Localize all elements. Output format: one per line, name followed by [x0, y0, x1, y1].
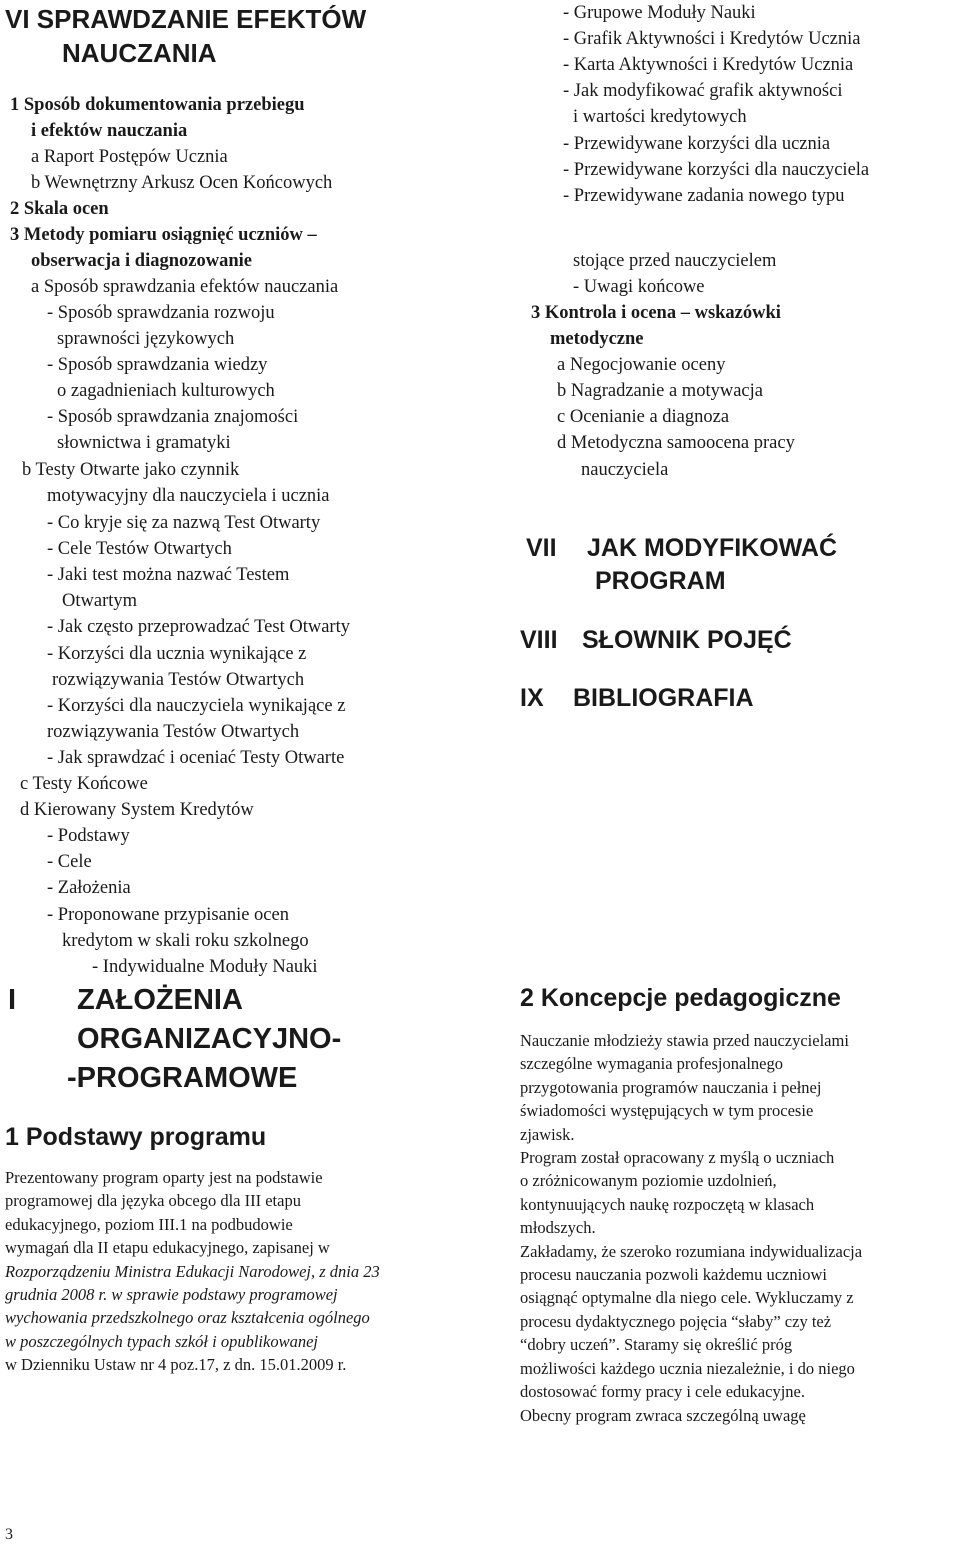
toc-item: - Uwagi końcowe: [573, 277, 705, 297]
paragraph-line: grudnia 2008 r. w sprawie podstawy programowej: [5, 1285, 338, 1305]
heading-i-line1: ZAŁOŻENIA: [77, 984, 243, 1016]
heading-vi-line1: VI SPRAWDZANIE EFEKTÓW: [5, 4, 367, 34]
paragraph-line: procesu dydaktycznego pojęcia “słaby” czy też: [520, 1311, 832, 1331]
paragraph-line: świadomości występujących w tym procesie: [520, 1101, 814, 1121]
toc-item: - Grafik Aktywności i Kredytów Ucznia: [563, 29, 861, 49]
section-2-paragraph: [520, 1029, 960, 1427]
toc-item: - Sposób sprawdzania wiedzy: [47, 355, 268, 375]
toc-item: a Raport Postępów Ucznia: [31, 147, 228, 167]
heading-viii-number: VIII: [520, 626, 558, 654]
toc-item: - Cele Testów Otwartych: [47, 539, 232, 559]
paragraph-line: Rozporządzeniu Ministra Edukacji Narodowej, z dnia 23: [5, 1261, 380, 1281]
heading-vii-line2: PROGRAM: [595, 567, 726, 595]
paragraph-line: przygotowania programów nauczania i pełnej: [520, 1077, 822, 1097]
paragraph-line: zjawisk.: [520, 1124, 575, 1144]
toc-item: i efektów nauczania: [31, 121, 188, 141]
paragraph-line: programowej dla języka obcego dla III etapu: [5, 1191, 301, 1211]
paragraph-line: edukacyjnego, poziom III.1 na podbudowie: [5, 1214, 293, 1234]
paragraph-line: młodszych.: [520, 1218, 596, 1238]
toc-item: metodyczne: [550, 329, 644, 349]
toc-item: - Jak modyfikować grafik aktywności: [563, 81, 843, 101]
paragraph-line: wymagań dla II etapu edukacyjnego, zapisanej w: [5, 1238, 330, 1258]
toc-item: o zagadnieniach kulturowych: [57, 381, 275, 401]
paragraph-line: Obecny program zwraca szczególną uwagę: [520, 1405, 806, 1425]
toc-item: a Sposób sprawdzania efektów nauczania: [31, 277, 339, 297]
toc-item: nauczyciela: [581, 460, 669, 480]
toc-item: i wartości kredytowych: [573, 107, 747, 127]
paragraph-line: osiągnąć optymalne dla niego cele. Wykluczamy z: [520, 1288, 854, 1308]
toc-item: - Indywidualne Moduły Nauki: [92, 957, 318, 977]
toc-item: c Testy Końcowe: [20, 774, 148, 794]
paragraph-line: o zróżnicowanym poziomie uzdolnień,: [520, 1171, 777, 1191]
toc-item: stojące przed nauczycielem: [573, 251, 777, 271]
toc-item: 1 Sposób dokumentowania przebiegu: [10, 95, 305, 115]
section-1-title: 1 Podstawy programu: [5, 1123, 267, 1151]
toc-item: - Jak często przeprowadzać Test Otwarty: [47, 617, 350, 637]
paragraph-line: wychowania przedszkolnego oraz kształcenia ogólnego: [5, 1308, 370, 1328]
toc-item: - Założenia: [47, 878, 131, 898]
page-number: 3: [5, 1526, 13, 1543]
toc-item: - Przewidywane korzyści dla ucznia: [563, 134, 831, 154]
paragraph-line: Nauczanie młodzieży stawia przed nauczycielami: [520, 1031, 849, 1050]
heading-ix-text: BIBLIOGRAFIA: [573, 684, 754, 712]
heading-vi-line2: NAUCZANIA: [62, 38, 217, 68]
toc-item: b Nagradzanie a motywacja: [557, 381, 763, 401]
toc-item: sprawności językowych: [57, 329, 235, 349]
toc-item: 2 Skala ocen: [10, 199, 109, 219]
heading-vii-line1: JAK MODYFIKOWAĆ: [587, 534, 837, 562]
toc-item: - Korzyści dla ucznia wynikające z: [47, 644, 307, 664]
toc-item: - Jak sprawdzać i oceniać Testy Otwarte: [47, 748, 345, 768]
paragraph-line: procesu nauczania pozwoli każdemu uczniowi: [520, 1265, 827, 1285]
toc-item: - Proponowane przypisanie ocen: [47, 905, 289, 925]
heading-i-line2: ORGANIZACYJNO-: [77, 1023, 342, 1055]
toc-item: kredytom w skali roku szkolnego: [62, 931, 309, 951]
toc-item: rozwiązywania Testów Otwartych: [52, 670, 305, 690]
paragraph-line: Zakładamy, że szeroko rozumiana indywidualizacja: [520, 1241, 863, 1261]
paragraph-line: Prezentowany program oparty jest na podstawie: [5, 1168, 323, 1187]
paragraph-line: kontynuujących naukę rozpoczętą w klasach: [520, 1194, 815, 1214]
toc-item: - Grupowe Moduły Nauki: [563, 3, 756, 23]
toc-item: Otwartym: [62, 591, 138, 611]
toc-item: 3 Metody pomiaru osiągnięć uczniów –: [10, 225, 317, 245]
toc-item: - Co kryje się za nazwą Test Otwarty: [47, 513, 321, 533]
toc-item: słownictwa i gramatyki: [57, 433, 231, 453]
heading-ix-number: IX: [520, 684, 544, 712]
toc-item: - Karta Aktywności i Kredytów Ucznia: [563, 55, 854, 75]
toc-item: - Sposób sprawdzania znajomości: [47, 407, 299, 427]
toc-item: b Testy Otwarte jako czynnik: [22, 460, 240, 480]
toc-item: - Sposób sprawdzania rozwoju: [47, 303, 275, 323]
toc-item: rozwiązywania Testów Otwartych: [47, 722, 300, 742]
toc-item: - Cele: [47, 852, 92, 872]
toc-item: motywacyjny dla nauczyciela i ucznia: [47, 486, 330, 506]
heading-i-line3: -PROGRAMOWE: [67, 1062, 298, 1094]
paragraph-line: w Dzienniku Ustaw nr 4 poz.17, z dn. 15.01.2009 r.: [5, 1355, 347, 1375]
toc-item: - Przewidywane zadania nowego typu: [563, 186, 845, 206]
toc-item: obserwacja i diagnozowanie: [31, 251, 252, 271]
toc-item: c Ocenianie a diagnoza: [557, 407, 730, 427]
toc-item: - Przewidywane korzyści dla nauczyciela: [563, 160, 870, 180]
paragraph-line: w poszczególnych typach szkół i opublikowanej: [5, 1331, 318, 1351]
toc-item: - Jaki test można nazwać Testem: [47, 565, 290, 585]
toc-item: 3 Kontrola i ocena – wskazówki: [531, 303, 781, 323]
heading-vii-number: VII: [526, 534, 557, 562]
paragraph-line: dostosować formy pracy i cele edukacyjne.: [520, 1382, 805, 1402]
toc-item: - Podstawy: [47, 826, 130, 846]
toc-item: d Metodyczna samoocena pracy: [557, 433, 795, 453]
paragraph-line: szczególne wymagania profesjonalnego: [520, 1054, 783, 1074]
paragraph-line: Program został opracowany z myślą o uczniach: [520, 1148, 835, 1168]
toc-item: - Korzyści dla nauczyciela wynikające z: [47, 696, 346, 716]
toc-item: d Kierowany System Kredytów: [20, 800, 254, 820]
paragraph-line: możliwości każdego ucznia niezależnie, i do niego: [520, 1358, 855, 1378]
toc-item: a Negocjowanie oceny: [557, 355, 726, 375]
heading-viii-text: SŁOWNIK POJĘĆ: [582, 626, 792, 654]
heading-i-number: I: [8, 984, 17, 1016]
section-2-title: 2 Koncepcje pedagogiczne: [520, 984, 841, 1012]
section-1-paragraph: [5, 1166, 465, 1377]
paragraph-line: “dobry uczeń”. Staramy się określić próg: [520, 1335, 793, 1355]
toc-item: b Wewnętrzny Arkusz Ocen Końcowych: [31, 173, 333, 193]
